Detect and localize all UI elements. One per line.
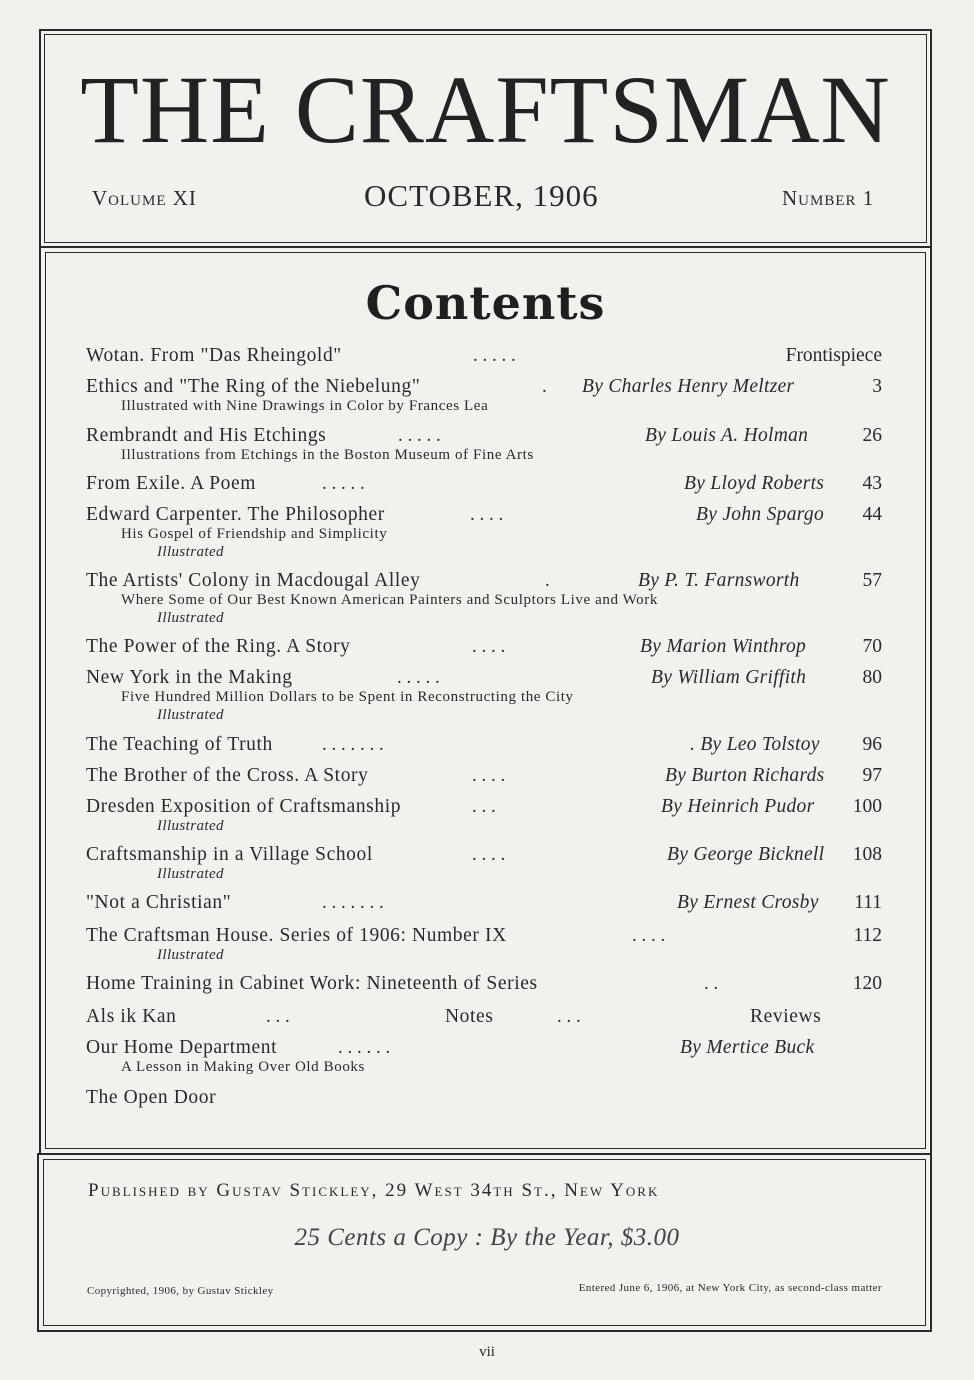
toc-entry-subtitle: His Gospel of Friendship and Simplicity xyxy=(121,526,388,542)
toc-entry-title: The Power of the Ring. A Story xyxy=(86,636,351,657)
leader-dots: . xyxy=(545,570,550,591)
issue-number: Number 1 xyxy=(782,186,875,210)
toc-entry-page: 70 xyxy=(862,636,882,657)
volume-label: Volume XI xyxy=(92,186,197,210)
toc-entry-author: By George Bicknell xyxy=(667,844,825,865)
toc-entry-title: Dresden Exposition of Craftsmanship xyxy=(86,796,402,817)
illustrated-note: Illustrated xyxy=(157,947,224,963)
leader-dots: . xyxy=(542,376,547,397)
toc-entry-title: Als ik Kan xyxy=(86,1006,177,1027)
toc-entry-author: By Louis A. Holman xyxy=(645,425,809,446)
toc-entry-author: By Ernest Crosby xyxy=(677,892,819,913)
toc-entry-page: 57 xyxy=(862,570,882,591)
toc-entry-page: 44 xyxy=(862,504,882,525)
toc-entry-subtitle: Where Some of Our Best Known American Painters and Sculptors Live and Work xyxy=(121,592,658,608)
leader-dots: . . . . . xyxy=(398,425,441,446)
price-line: 25 Cents a Copy : By the Year, $3.00 xyxy=(294,1224,680,1251)
toc-entry-subtitle: Illustrated with Nine Drawings in Color by Frances Lea xyxy=(121,398,489,414)
illustrated-note: Illustrated xyxy=(157,866,224,882)
magazine-title: THE CRAFTSMAN xyxy=(80,56,891,163)
leader-dots: . . . . xyxy=(472,636,506,657)
leader-dots: . . . xyxy=(266,1006,290,1027)
toc-entry-title: The Craftsman House. Series of 1906: Number IX xyxy=(86,925,507,946)
toc-entry-title: Home Training in Cabinet Work: Nineteenth of Series xyxy=(86,973,538,994)
copyright-notice: Copyrighted, 1906, by Gustav Stickley xyxy=(87,1285,274,1297)
toc-entry-author: By Burton Richards xyxy=(665,765,825,786)
toc-entry-author: By Lloyd Roberts xyxy=(684,473,825,494)
toc-entry-page: 26 xyxy=(862,425,882,446)
leader-dots: . . . . . xyxy=(473,345,516,366)
toc-entry-page: 112 xyxy=(853,925,882,946)
toc-entry-author: By Marion Winthrop xyxy=(640,636,807,657)
illustrated-note: Illustrated xyxy=(157,544,224,560)
illustrated-note: Illustrated xyxy=(157,707,224,723)
toc-entry-page: 111 xyxy=(854,892,882,913)
toc-entry-subtitle: Illustrations from Etchings in the Boston Museum of Fine Arts xyxy=(121,447,534,463)
toc-entry-page: 43 xyxy=(862,473,882,494)
toc-entry-page: 108 xyxy=(852,844,882,865)
toc-entry-title: The Artists' Colony in Macdougal Alley xyxy=(86,570,421,591)
leader-dots: . . . . xyxy=(472,765,506,786)
toc-entry-author: By Charles Henry Meltzer xyxy=(582,376,795,397)
toc-entry-page: 120 xyxy=(852,973,882,994)
toc-entry-title: The Open Door xyxy=(86,1087,217,1108)
toc-entry-title: The Brother of the Cross. A Story xyxy=(86,765,369,786)
toc-entry-title: New York in the Making xyxy=(86,667,293,688)
toc-entry-page: 97 xyxy=(862,765,882,786)
illustrated-note: Illustrated xyxy=(157,610,224,626)
page-folio: vii xyxy=(479,1344,495,1360)
toc-entry-author: . By Leo Tolstoy xyxy=(690,734,820,755)
issue-date: OCTOBER, 1906 xyxy=(364,178,599,213)
contents-heading: Contents xyxy=(365,276,606,330)
toc-entry-title: Craftsmanship in a Village School xyxy=(86,844,373,865)
illustrated-note: Illustrated xyxy=(157,818,224,834)
toc-entry-notes: Notes xyxy=(445,1006,494,1027)
toc-entry-page: Frontispiece xyxy=(785,345,882,366)
postal-entry-notice: Entered June 6, 1906, at New York City, as second-class matter xyxy=(578,1282,882,1294)
toc-entry-title: Ethics and "The Ring of the Niebelung" xyxy=(86,376,421,397)
toc-entry-author: By Mertice Buck xyxy=(680,1037,815,1058)
leader-dots: . . . . xyxy=(472,844,506,865)
toc-entry-title: From Exile. A Poem xyxy=(86,473,257,494)
toc-entry-page: 80 xyxy=(862,667,882,688)
leader-dots: . . . xyxy=(557,1006,581,1027)
toc-entry-title: Wotan. From "Das Rheingold" xyxy=(86,345,342,366)
leader-dots: . . . . . . . xyxy=(322,892,384,913)
toc-entry-page: 96 xyxy=(862,734,882,755)
leader-dots: . . . . . xyxy=(322,473,365,494)
leader-dots: . . . . . . . xyxy=(322,734,384,755)
toc-entry-author: By John Spargo xyxy=(696,504,825,525)
toc-entry-title: Our Home Department xyxy=(86,1037,278,1058)
publisher-line: Published by Gustav Stickley, 29 West 34th St., New York xyxy=(88,1180,660,1201)
leader-dots: . . . . . xyxy=(397,667,440,688)
leader-dots: . . . xyxy=(472,796,496,817)
leader-dots: . . . . xyxy=(632,925,666,946)
toc-entry-page: 3 xyxy=(872,376,882,397)
toc-entry-title: Edward Carpenter. The Philosopher xyxy=(86,504,385,525)
toc-entry-subtitle: Five Hundred Million Dollars to be Spent in Reconstructing the City xyxy=(121,689,574,705)
toc-entry-title: Rembrandt and His Etchings xyxy=(86,425,327,446)
toc-entry-reviews: Reviews xyxy=(750,1006,822,1027)
toc-entry-author: By Heinrich Pudor xyxy=(661,796,815,817)
toc-entry-title: "Not a Christian" xyxy=(86,892,232,913)
toc-entry-subtitle: A Lesson in Making Over Old Books xyxy=(121,1059,365,1075)
toc-entry-author: By P. T. Farnsworth xyxy=(638,570,800,591)
toc-entry-author: By William Griffith xyxy=(651,667,807,688)
toc-entry-title: The Teaching of Truth xyxy=(86,734,273,755)
leader-dots: . . . . . . xyxy=(338,1037,391,1058)
leader-dots: . . . . xyxy=(470,504,504,525)
toc-entry-page: 100 xyxy=(852,796,882,817)
leader-dots: . . xyxy=(704,973,719,994)
